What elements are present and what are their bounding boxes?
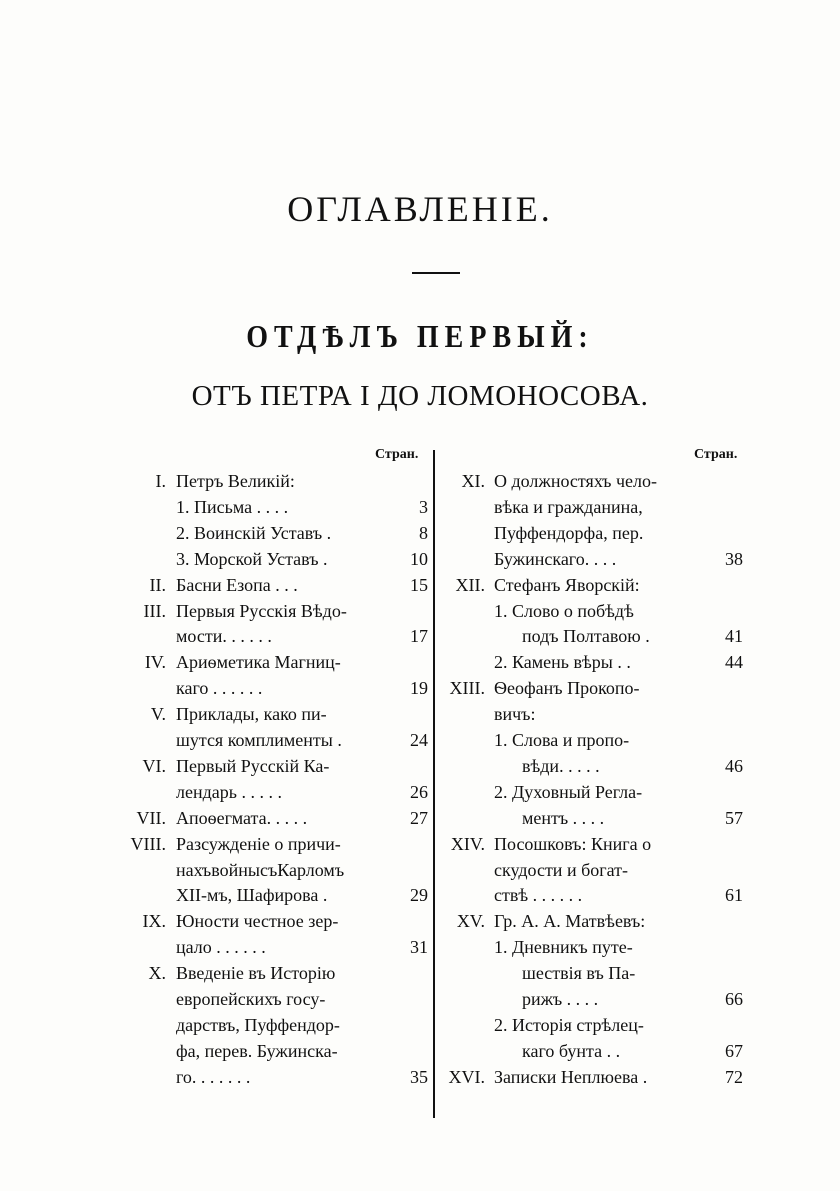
entry-number: II.	[149, 574, 166, 595]
toc-entry	[0, 701, 840, 727]
toc-entry	[0, 572, 840, 598]
entry-title: нахъвойнысъКарломъ	[176, 859, 345, 880]
entry-title: 1. Письма . . . .	[176, 496, 289, 517]
right-column-header: Стран.	[694, 447, 738, 462]
entry-title: вичъ:	[494, 704, 536, 725]
entry-number: I.	[155, 471, 166, 491]
entry-title: мости. . . . . .	[176, 626, 272, 647]
toc-entry	[0, 986, 840, 1012]
toc-entry	[0, 882, 840, 908]
entry-number: IV.	[144, 652, 166, 673]
toc-entry	[0, 623, 840, 649]
entry-number: XII.	[455, 574, 485, 595]
entry-number: VIII.	[130, 833, 166, 854]
entry-title: 1. Дневникъ путе-	[494, 937, 633, 958]
entry-title: Ѳеофанъ Прокопо-	[494, 678, 640, 699]
entry-number: V.	[150, 704, 166, 725]
entry-number: IX.	[142, 911, 166, 932]
entry-title: Юности честное зер-	[176, 911, 339, 932]
toc-entry	[0, 468, 840, 494]
toc-entry	[0, 649, 840, 675]
toc-entry	[0, 1038, 840, 1064]
entry-title: вѣди. . . . .	[522, 755, 600, 776]
entry-title: 3. Морской Уставъ .	[176, 548, 328, 569]
entry-title: 1. Слова и пропо-	[494, 730, 630, 750]
entry-page-number: 66	[725, 989, 743, 1009]
toc-entry	[0, 779, 840, 805]
entry-title: 2. Воинскій Уставъ .	[176, 522, 332, 543]
entry-title: Приклады, како пи-	[176, 704, 327, 725]
entry-title: каго бунта . .	[522, 1040, 621, 1061]
entry-title: цало . . . . . .	[176, 937, 266, 958]
entry-title: Бужинскаго. . . .	[494, 548, 617, 569]
entry-page-number: 46	[725, 755, 743, 776]
entry-title: Стефанъ Яворскій:	[494, 574, 640, 595]
entry-title: 1. Слово о побѣдѣ	[494, 600, 634, 621]
title-rule	[412, 272, 460, 274]
entry-title: дарствъ, Пуффендор-	[176, 1014, 340, 1035]
entry-number: XV.	[456, 911, 485, 932]
entry-title: ментъ . . . .	[522, 807, 605, 828]
left-column-header: Стран.	[375, 447, 419, 462]
toc-entry	[0, 494, 840, 520]
entry-title: О должностяхъ чело-	[494, 471, 657, 491]
entry-title: рижъ . . . .	[522, 989, 599, 1009]
entry-page-number: 35	[410, 1066, 428, 1087]
entry-title: Пуффендорфа, пер.	[494, 522, 644, 543]
section-subtitle: ОТЪ ПЕТРА I ДО ЛОМОНОСОВА.	[191, 380, 649, 412]
entry-title: скудости и богат-	[494, 859, 628, 880]
entry-page-number: 10	[410, 548, 428, 569]
entry-title: XII-мъ, Шафирова .	[176, 885, 328, 906]
entry-number: XIV.	[450, 833, 485, 854]
toc-entry	[0, 675, 840, 701]
entry-page-number: 57	[725, 807, 743, 828]
entry-page-number: 41	[725, 626, 743, 647]
entry-page-number: 26	[410, 781, 428, 802]
entry-title: Посошковъ: Книга о	[494, 833, 652, 854]
entry-title: лендарь . . . . .	[176, 781, 282, 802]
entry-page-number: 24	[410, 730, 428, 750]
toc-entry	[0, 831, 840, 857]
entry-page-number: 27	[410, 807, 428, 828]
entry-title: шутся комплименты .	[176, 730, 342, 750]
entry-title: фа, перев. Бужинска-	[176, 1040, 338, 1061]
entry-title: европейскихъ госу-	[176, 989, 326, 1009]
entry-page-number: 44	[725, 652, 743, 673]
entry-title: Апоѳегмата. . . . .	[176, 807, 308, 828]
entry-title: го. . . . . . .	[176, 1066, 251, 1087]
section-title: ОТДѢЛЪ ПЕРВЫЙ:	[246, 319, 594, 356]
entry-title: 2. Исторія стрѣлец-	[494, 1014, 644, 1035]
entry-title: ствѣ . . . . . .	[494, 885, 583, 906]
entry-title: Разсужденіе о причи-	[176, 833, 341, 854]
entry-number: X.	[148, 963, 166, 984]
entry-title: Записки Неплюева .	[494, 1066, 648, 1087]
entry-page-number: 15	[410, 574, 428, 595]
entry-title: Ариѳметика Магниц-	[176, 652, 341, 673]
entry-title: Введеніе въ Исторію	[176, 963, 336, 984]
toc-entry	[0, 598, 840, 624]
toc-entry	[0, 805, 840, 831]
entry-title: Гр. А. А. Матвѣевъ:	[494, 911, 646, 932]
entry-title: вѣка и гражданина,	[494, 496, 643, 517]
toc-entry	[0, 908, 840, 934]
entry-title: 2. Камень вѣры . .	[494, 652, 631, 673]
entry-title: Первый Русскій Ка-	[176, 755, 330, 776]
entry-number: VII.	[136, 807, 166, 828]
entry-title: Петръ Великій:	[176, 471, 295, 491]
entry-title: Первыя Русскія Вѣдо-	[176, 600, 347, 621]
toc-entry	[0, 960, 840, 986]
entry-title: подъ Полтавою .	[522, 626, 650, 647]
entry-title: шествія въ Па-	[522, 963, 636, 984]
entry-number: XVI.	[448, 1066, 485, 1087]
toc-entry	[0, 753, 840, 779]
toc-entry	[0, 934, 840, 960]
entry-page-number: 61	[725, 885, 743, 906]
entry-number: XIII.	[449, 678, 485, 699]
entry-number: III.	[143, 600, 166, 621]
entry-page-number: 31	[410, 937, 428, 958]
entry-title: 2. Духовный Регла-	[494, 781, 643, 802]
entry-page-number: 38	[725, 548, 743, 569]
entry-page-number: 3	[419, 496, 428, 517]
entry-page-number: 8	[419, 522, 428, 543]
toc-entry	[0, 727, 840, 753]
page-title: ОГЛАВЛЕНІЕ.	[287, 189, 553, 229]
entry-title: Басни Езопа . . .	[176, 574, 298, 595]
toc-entry	[0, 1012, 840, 1038]
entry-page-number: 19	[410, 678, 428, 699]
entry-number: XI.	[461, 471, 485, 491]
entry-page-number: 17	[410, 626, 428, 647]
toc-entry	[0, 1064, 840, 1090]
entry-page-number: 67	[725, 1040, 743, 1061]
toc-entry	[0, 520, 840, 546]
entry-number: VI.	[142, 755, 166, 776]
toc-entry	[0, 546, 840, 572]
entry-page-number: 29	[410, 885, 428, 906]
entry-title: каго . . . . . .	[176, 678, 263, 699]
toc-entry	[0, 857, 840, 883]
entry-page-number: 72	[725, 1066, 743, 1087]
